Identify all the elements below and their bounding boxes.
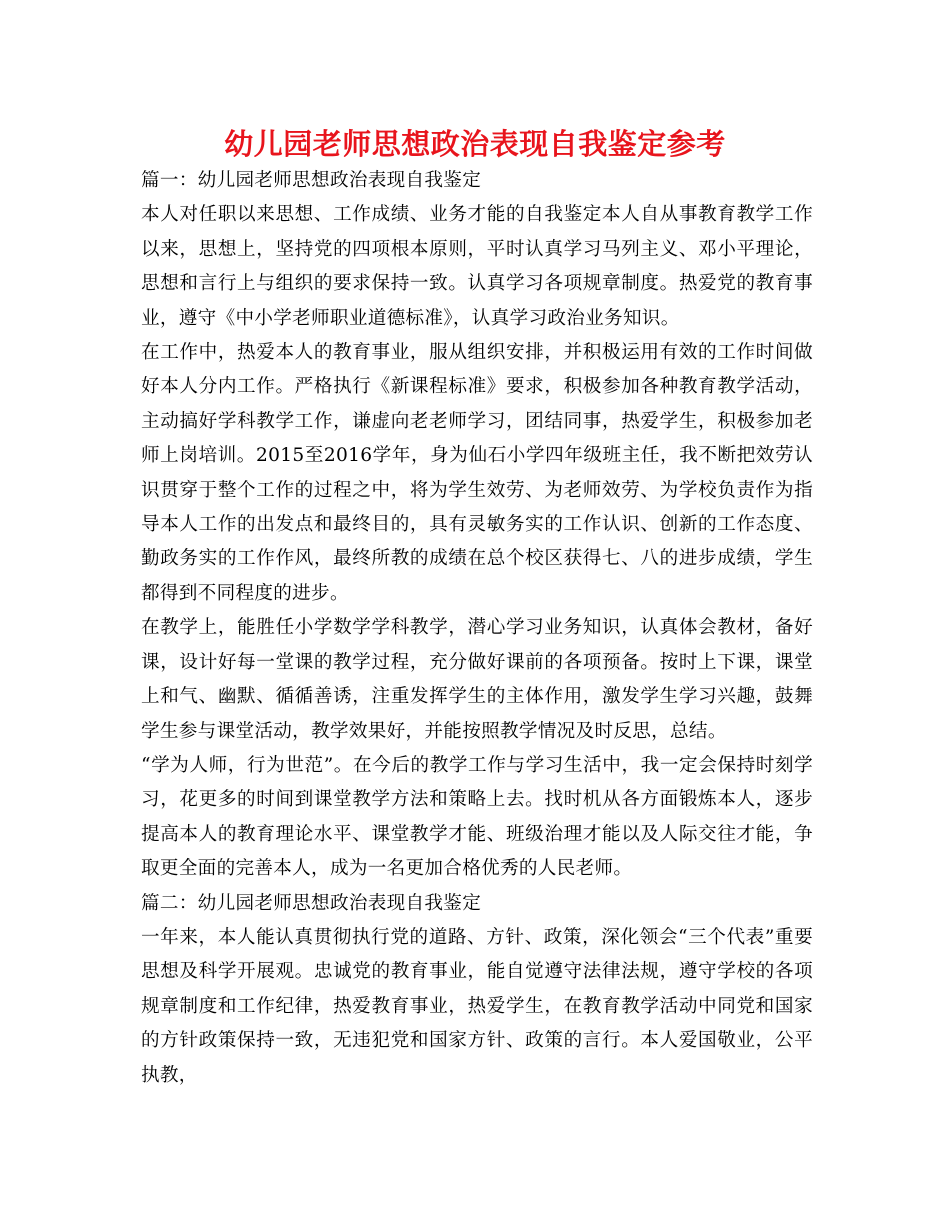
paragraph: 在教学上，能胜任小学数学学科教学，潜心学习业务知识，认真体会教材，备好课，设计好每一堂课的教学过程，充分做好课前的各项预备。按时上下课，课堂上和气、幽默、循循善诱，注重发挥学生的主体作用，激发学生学习兴趣，鼓舞学生参与课堂活动，教学效果好，并能按照教学情况及时反思，总结。 [141, 617, 813, 742]
paragraph: 一年来，本人能认真贯彻执行党的道路、方针、政策，深化领会“三个代表”重要思想及科学开展观。忠诚党的教育事业，能自觉遵守法律法规，遵守学校的各项规章制度和工作纪律，热爱教育事业，热爱学生，在教育教学活动中同党和国家的方针政策保持一致，无违犯党和国家方针、政策的言行。本人爱国敬业，公平执教， [141, 926, 813, 1086]
page-title: 幼儿园老师思想政治表现自我鉴定参考 [224, 127, 726, 161]
paragraph: “学为人师，行为世范”。在今后的教学工作与学习生活中，我一定会保持时刻学习，花更多的时间到课堂教学方法和策略上去。找时机从各方面锻炼本人，逐步提高本人的教育理论水平、课堂教学才能、班级治理才能以及人际交往才能，争取更全面的完善本人，成为一名更加合格优秀的人民老师。 [141, 754, 813, 880]
section-heading-2: 篇二：幼儿园老师思想政治表现自我鉴定 [141, 892, 482, 914]
paragraph: 本人对任职以来思想、工作成绩、业务才能的自我鉴定本人自从事教育教学工作以来，思想上，坚持党的四项根本原则，平时认真学习马列主义、邓小平理论，思想和言行上与组织的要求保持一致。认真学习各项规章制度。热爱党的教育事业，遵守《中小学老师职业道德标准》，认真学习政治业务知识。 [141, 204, 813, 329]
paragraph: 在工作中，热爱本人的教育事业，服从组织安排，并积极运用有效的工作时间做好本人分内工作。严格执行《新课程标准》要求，积极参加各种教育教学活动，主动搞好学科教学工作，谦虚向老老师学习，团结同事，热爱学生，积极参加老师上岗培训。2015至2016学年，身为仙石小学四年级班主任，我不断把效劳认识贯穿于整个工作的过程之中，将为学生效劳、为老师效劳、为学校负责作为指导本人工作的出发点和最终目的，具有灵敏务实的工作认识、创新的工作态度、勤政务实的工作作风，最终所教的成绩在总个校区获得七、八的进步成绩，学生都得到不同程度的进步。 [141, 342, 813, 604]
section-heading-1: 篇一：幼儿园老师思想政治表现自我鉴定 [141, 170, 482, 191]
document-body [141, 164, 813, 1093]
